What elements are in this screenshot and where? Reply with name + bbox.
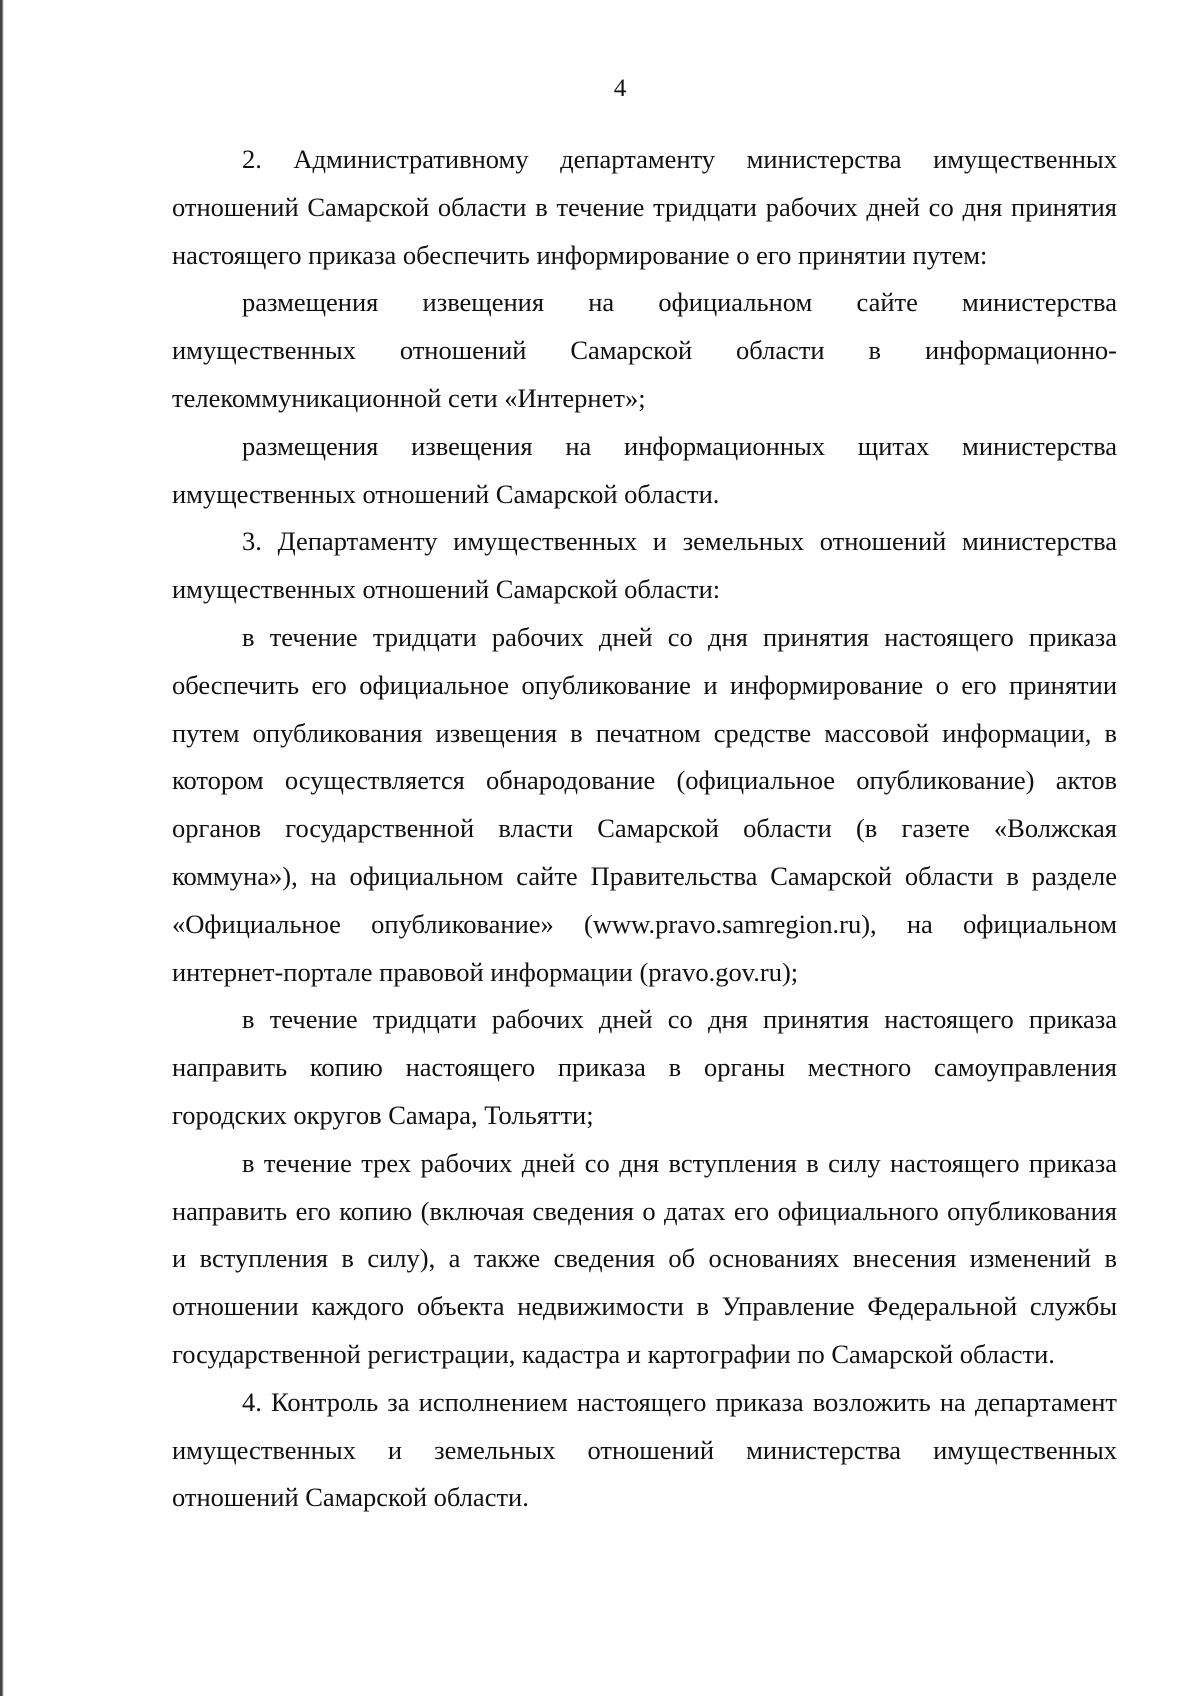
paragraph-3-item-copy-to-rosreestr: в течение трех рабочих дней со дня вступления в силу настоящего приказа направить его копию (включая сведения о датах его официального опубликования и вступления в силу), а также сведения об основаниях внесения изменений в отношении каждого объекта недвижимости в Управление Федеральной службы государственной регистрации, кадастра и картографии по Самарской области. [172,1147,1117,1369]
paragraph-3: 3. Департаменту имущественных и земельных отношений министерства имущественных отношений Самарской области: [172,526,1117,605]
paragraph-3-item-publication: в течение тридцати рабочих дней со дня принятия настоящего приказа обеспечить его официальное опубликование и информирование о его принятии путем опубликования извещения в печатном средстве массовой информации, в котором осуществляется обнародование (официальное опубликование) актов органов государственной власти Самарской области (в газете «Волжская коммуна»), на официальном сайте Правительства Самарской области в разделе «Официальное опубликование» (www.pravo.samregion.ru), на официальном интернет-портале правовой информации (pravo.gov.ru); [172,621,1117,987]
paragraph-2: 2. Административному департаменту министерства имущественных отношений Самарской области в течение тридцати рабочих дней со дня принятия настоящего приказа обеспечить информирование о его принятии путем: [172,144,1117,270]
paragraph-2-item-boards: размещения извещения на информационных щитах министерства имущественных отношений Самарской области. [172,430,1117,509]
page-number: 4 [613,75,627,102]
document-body [172,136,1117,1522]
paragraph-2-item-website: размещения извещения на официальном сайте министерства имущественных отношений Самарской области в информационно-телекоммуникационной сети «Интернет»; [172,287,1117,413]
paragraph-3-item-copy-to-municipalities: в течение тридцати рабочих дней со дня принятия настоящего приказа направить копию настоящего приказа в органы местного самоуправления городских округов Самара, Тольятти; [172,1004,1117,1130]
paragraph-4: 4. Контроль за исполнением настоящего приказа возложить на департамент имущественных и земельных отношений министерства имущественных отношений Самарской области. [172,1386,1117,1513]
scan-edge [0,0,4,1696]
